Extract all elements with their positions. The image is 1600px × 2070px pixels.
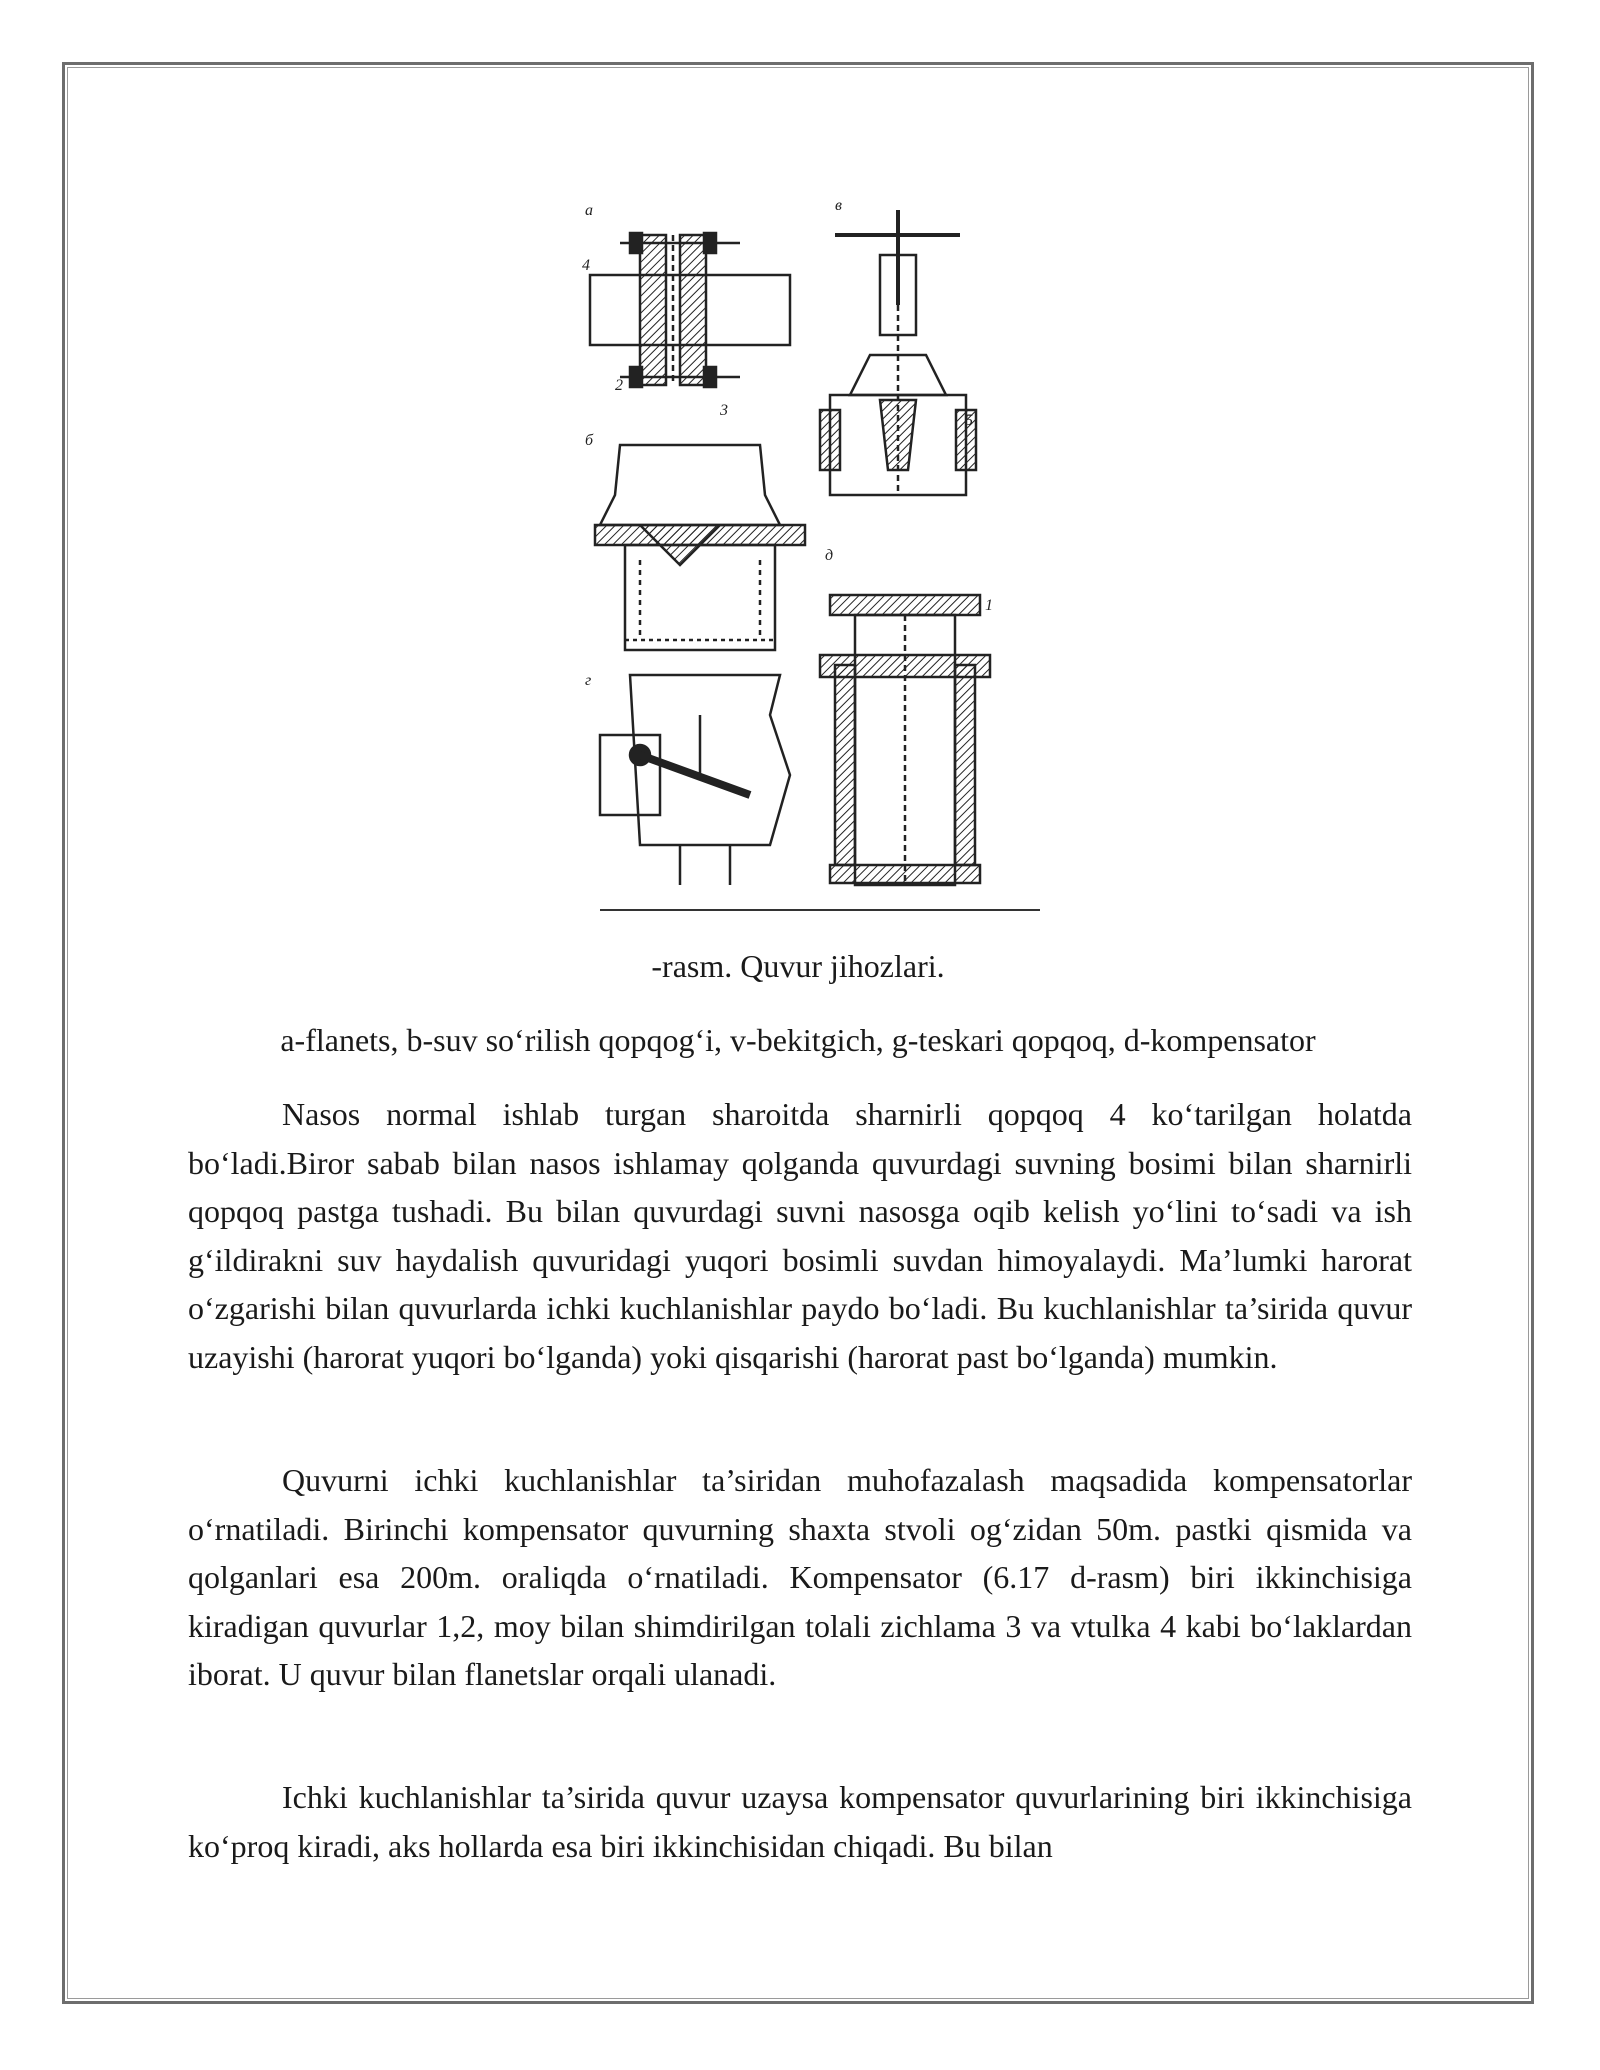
pipe-fittings-drawing: [580, 195, 1050, 915]
figure-caption-legend: a-flanets, b-suv so‘rilish qopqog‘i, v-bekitgich, g-teskari qopqoq, d-kompensator: [280, 1022, 1316, 1058]
figure-caption-title: -rasm. Quvur jihozlari.: [651, 948, 945, 984]
body-text-block-1: [188, 1090, 1412, 1405]
pipe-fittings-figure: [580, 195, 1050, 915]
label-n1: 1: [985, 597, 993, 614]
label-n4: 4: [582, 257, 590, 274]
compensator-drawing: [820, 595, 990, 885]
label-d: д: [825, 547, 834, 564]
label-n5: 5: [965, 412, 973, 429]
paragraph-1: Nasos normal ishlab turgan sharoitda sharnirli qopqoq 4 ko‘tarilgan holatda bo‘ladi.Biror sabab bilan nasos ishlamay qolganda quvurdagi suvning bosimi bilan sharnirli qopqoq pastga tushadi. Bu bilan quvurdagi suvni nasosga oqib kelish yo‘lini to‘sadi va ish g‘ildirakni suv haydalish quvuridagi yuqori bosimli suvdan himoyalaydi. Ma’lumki harorat o‘zgarishi bilan quvurlarda ichki kuchlanishlar paydo bo‘ladi. Bu kuchlanishlar ta’sirida quvur uzayishi (harorat yuqori bo‘lganda) yoki qisqarishi (harorat past bo‘lganda) mumkin.: [188, 1096, 1412, 1375]
gate-valve-drawing: [820, 210, 976, 495]
label-n2: 2: [615, 377, 623, 394]
check-valve-drawing: [600, 675, 790, 885]
label-n3: 3: [720, 402, 728, 419]
label-b: б: [585, 432, 594, 449]
paragraph-2: Quvurni ichki kuchlanishlar ta’siridan muhofazalash maqsadida kompensatorlar o‘rnatiladi. Birinchi kompensator quvurning shaxta stvoli og‘zidan 50m. pastki qismida va qolganlari esa 200m. oraliqda o‘rnatiladi. Kompensator (6.17 d-rasm) biri ikkinchisiga kiradigan quvurlar 1,2, moy bilan shimdirilgan tolali zichlama 3 va vtulka 4 kabi bo‘laklardan iborat. U quvur bilan flanetslar orqali ulanadi.: [188, 1462, 1412, 1692]
label-a: a: [585, 202, 593, 219]
label-v: в: [835, 197, 842, 214]
label-g: г: [585, 672, 592, 689]
flange-drawing: [590, 233, 790, 387]
body-text-block-2: [188, 1456, 1412, 1723]
suction-valve-drawing: [595, 445, 805, 650]
body-text-block-3: [188, 1773, 1412, 1894]
paragraph-3: Ichki kuchlanishlar ta’sirida quvur uzaysa kompensator quvurlarining biri ikkinchisiga ko‘proq kiradi, aks hollarda esa biri ikkinchisidan chiqadi. Bu bilan: [188, 1779, 1412, 1864]
